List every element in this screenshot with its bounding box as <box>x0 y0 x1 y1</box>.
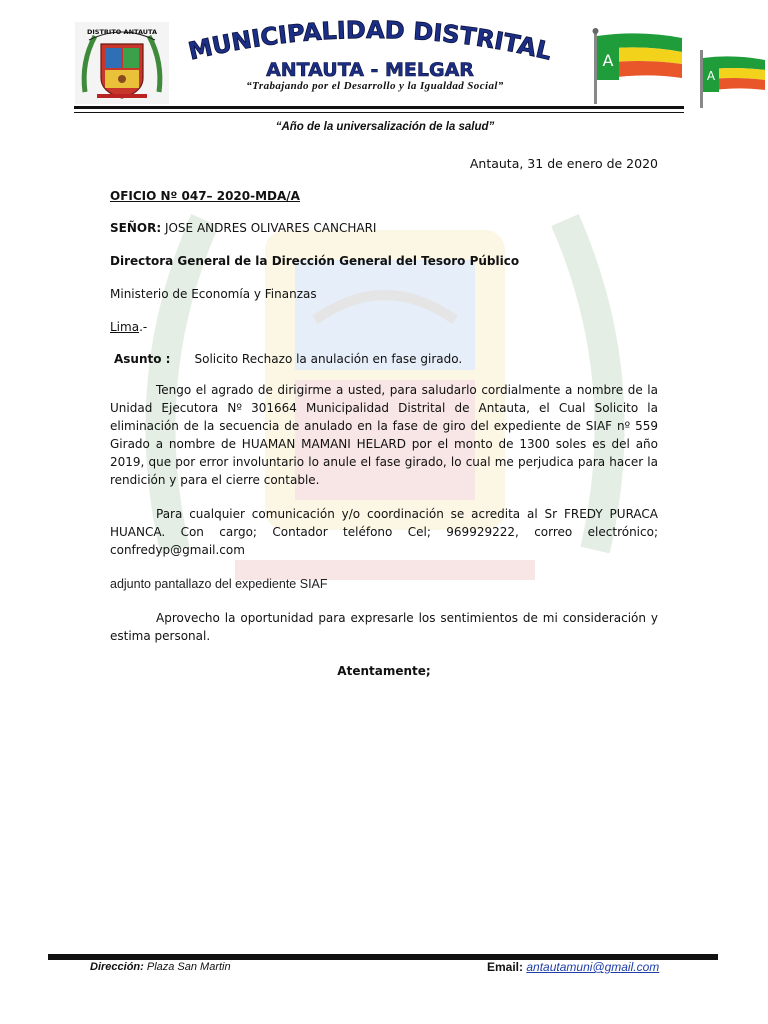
body-paragraph-1 <box>110 381 658 489</box>
attachment-note: adjunto pantallazo del expediente SIAF <box>110 577 328 591</box>
recipient-ministry: Ministerio de Economía y Finanzas <box>110 287 317 301</box>
city-name: Lima <box>110 320 140 334</box>
recipient <box>110 219 376 237</box>
subject-text: Solicito Rechazo la anulación en fase girado. <box>194 352 463 366</box>
municipality-title <box>180 14 560 84</box>
district-flag-icon <box>590 28 686 104</box>
title-line-2: ANTAUTA - MELGAR <box>266 59 474 81</box>
subject-label: Asunto : <box>114 352 171 366</box>
title-line-1: MUNICIPALIDAD DISTRITAL <box>185 15 555 66</box>
recipient-label: SEÑOR: <box>110 221 162 235</box>
footer-address <box>90 961 231 973</box>
subject-line <box>114 350 462 368</box>
body-paragraph-2 <box>110 505 658 559</box>
paragraph-1-text: Tengo el agrado de dirigirme a usted, para saludarlo cordialmente a nombre de la Unidad Ejecutora Nº 301664 Municipalidad Distrital de Antauta, el Cual Solicito la eliminación de la secuencia de anulado en la fase de giro del expediente de SIAF nº 559 Girado a nombre de HUAMAN MAMANI HELARD por el monto de 1300 soles es del año 2019, que por error involuntario lo anule el fase girado, lo cual me perjudica para hacer la rendición y para el cierre contable. <box>110 383 658 487</box>
municipality-motto: “Trabajando por el Desarrollo y la Igualdad Social” <box>246 80 504 92</box>
recipient-city <box>110 318 147 336</box>
header-divider-thin <box>74 112 684 113</box>
district-flag-small-icon <box>697 48 767 108</box>
recipient-position: Directora General de la Dirección General del Tesoro Público <box>110 254 520 268</box>
year-motto: “Año de la universalización de la salud” <box>275 121 495 133</box>
svg-text:A: A <box>602 51 614 70</box>
city-suffix: .- <box>139 320 148 334</box>
footer-email <box>487 960 659 974</box>
svg-text:A: A <box>706 69 716 83</box>
closing-salutation: Atentamente; <box>337 664 431 678</box>
letter-date: Antauta, 31 de enero de 2020 <box>469 156 658 171</box>
header-divider <box>74 106 684 109</box>
reference-number: OFICIO Nº 047– 2020-MDA/A <box>110 189 300 203</box>
body-paragraph-3 <box>110 609 658 645</box>
seal-text: DISTRITO ANTAUTA <box>86 28 158 36</box>
address-value: Plaza San Martin <box>143 961 231 973</box>
address-label: Dirección: <box>90 961 144 973</box>
recipient-name: JOSE ANDRES OLIVARES CANCHARI <box>161 221 377 235</box>
district-seal-logo <box>75 22 169 104</box>
email-link[interactable]: antautamuni@gmail.com <box>526 960 660 974</box>
paragraph-3-text: Aprovecho la oportunidad para expresarle los sentimientos de mi consideración y estima personal. <box>110 611 658 643</box>
email-label: Email: <box>487 960 524 974</box>
paragraph-2-text: Para cualquier comunicación y/o coordinación se acredita al Sr FREDY PURACA HUANCA. Con cargo; Contador teléfono Cel; 969929222, correo electrónico; confredyp@gmail.com <box>110 507 658 557</box>
